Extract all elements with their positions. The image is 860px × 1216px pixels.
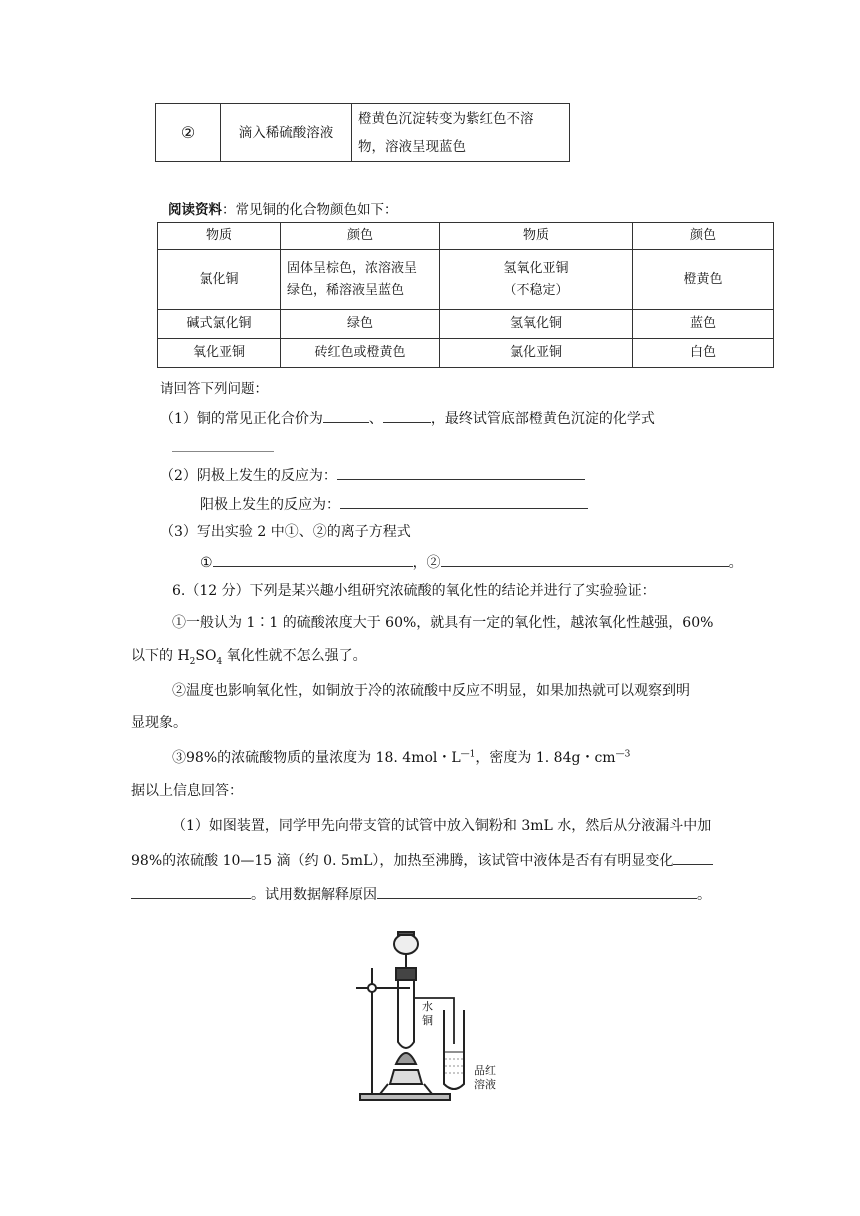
question-text: ，最终试管底部橙黄色沉淀的化学式 [430, 411, 655, 427]
question-1 [160, 408, 655, 429]
stopper [396, 968, 416, 980]
superscript: —3 [615, 749, 631, 760]
question-3: （3）写出实验 2 中①、②的离子方程式 [160, 524, 411, 540]
phenomenon-line: 物，溶液呈现蓝色 [358, 138, 466, 155]
clamp-knob [368, 984, 376, 992]
reading-material [168, 200, 398, 220]
point-2-line-2: 显现象。 [131, 715, 187, 731]
table-cell: 蓝色 [633, 310, 774, 339]
text-fragment: ，密度为 1. 84g・cm [475, 750, 616, 766]
row-number: ② [156, 104, 221, 162]
reading-text: ：常见铜的化合物颜色如下： [222, 202, 398, 218]
cell-line: 氢氧化亚铜 [503, 260, 569, 276]
side-arm [414, 998, 454, 1044]
answer-blank[interactable] [131, 884, 251, 899]
test-tube [398, 980, 414, 1048]
answer-blank[interactable] [441, 552, 729, 567]
point-1-line-1: ①一般认为 1∶1 的硫酸浓度大于 60%，就具有一定的氧化性，越浓氧化性越强，60% [172, 615, 714, 631]
text-fragment: 氧化性就不怎么强了。 [222, 648, 367, 664]
label-fuchsin: 品红 [474, 1064, 496, 1077]
phenomenon-line: 橙黄色沉淀转变为紫红色不溶 [358, 110, 534, 127]
table-cell: 氧化亚铜 [158, 339, 281, 368]
answer-blank[interactable] [673, 850, 713, 865]
answer-blank[interactable] [377, 884, 697, 899]
table-cell: 氯化亚铜 [440, 339, 633, 368]
questions-intro: 请回答下列问题： [160, 381, 268, 397]
answer-blank[interactable] [172, 451, 274, 452]
stand-base [360, 1094, 450, 1100]
burner-flame [396, 1053, 416, 1064]
table-cell [281, 250, 440, 310]
funnel-icon [394, 934, 418, 954]
table-cell: 橙黄色 [633, 250, 774, 310]
cell-line: （不稳定） [503, 282, 569, 298]
table-cell: 氢氧化铜 [440, 310, 633, 339]
text-fragment: ③98%的浓硫酸物质的量浓度为 18. 4mol・L [172, 750, 461, 766]
problem-6-q1-line-2 [131, 850, 713, 871]
reading-label: 阅读资料 [168, 202, 222, 218]
experiment-table-fragment [155, 103, 570, 162]
operation-cell: 滴入稀硫酸溶液 [221, 104, 352, 162]
answer-blank[interactable] [213, 552, 413, 567]
table-header: 颜色 [281, 223, 440, 250]
table-header: 物质 [158, 223, 281, 250]
text-fragment: 以下的 H [131, 648, 190, 664]
text-fragment: 。 [697, 887, 711, 903]
problem-6-q1-line-1: （1）如图装置，同学甲先向带支管的试管中放入铜粉和 3mL 水，然后从分液漏斗中加 [172, 818, 712, 834]
superscript: —1 [460, 749, 476, 760]
label-solution: 溶液 [474, 1078, 496, 1091]
table-cell: 白色 [633, 339, 774, 368]
problem-6-title: 6.（12 分）下列是某兴趣小组研究浓硫酸的氧化性的结论并进行了实验验证： [172, 583, 656, 599]
answer-blank[interactable] [340, 494, 588, 509]
circle-two: ，② [412, 555, 441, 571]
question-text: （2）阴极上发生的反应为： [160, 468, 337, 484]
label-copper: 铜 [422, 1014, 433, 1027]
subscript: 2 [189, 656, 196, 667]
table-cell: 绿色 [281, 310, 440, 339]
text-fragment: SO [195, 648, 217, 664]
answer-blank[interactable] [337, 465, 585, 480]
cell-line: 固体呈棕色，浓溶液呈 [287, 260, 418, 276]
question-text: 阳极上发生的反应为： [200, 497, 340, 513]
question-2a [160, 465, 585, 486]
circle-one: ① [200, 555, 213, 571]
separator: 、 [368, 411, 383, 427]
table-cell: 氯化铜 [158, 250, 281, 310]
cell-line: 绿色，稀溶液呈蓝色 [287, 282, 405, 298]
question-3-answers [200, 552, 743, 573]
text-fragment: 98%的浓硫酸 10—15 滴（约 0. 5mL），加热至沸腾，该试管中液体是否有有明显变化 [131, 853, 674, 869]
point-3 [172, 748, 630, 768]
table-cell: 碱式氯化铜 [158, 310, 281, 339]
point-1-line-2 [131, 646, 367, 666]
problem-6-q1-line-3 [131, 884, 711, 905]
table-cell: 砖红色或橙黄色 [281, 339, 440, 368]
question-text: （1）铜的常见正化合价为 [160, 411, 323, 427]
table-header: 颜色 [633, 223, 774, 250]
answer-blank[interactable] [323, 408, 369, 423]
phenomenon-cell [352, 104, 570, 162]
alcohol-lamp [390, 1070, 422, 1084]
label-water: 水 [422, 1000, 433, 1013]
period: 。 [728, 555, 743, 571]
point-2-line-1: ②温度也影响氧化性，如铜放于冷的浓硫酸中反应不明显，如果加热就可以观察到明 [172, 683, 690, 699]
table-cell [440, 250, 633, 310]
copper-color-table [157, 222, 774, 368]
apparatus-figure [350, 924, 510, 1104]
subscript: 4 [216, 656, 223, 667]
answer-blank[interactable] [383, 408, 431, 423]
question-2b [200, 494, 588, 515]
text-fragment: 。试用数据解释原因 [251, 887, 377, 903]
answer-intro: 据以上信息回答： [131, 783, 243, 799]
table-header: 物质 [440, 223, 633, 250]
